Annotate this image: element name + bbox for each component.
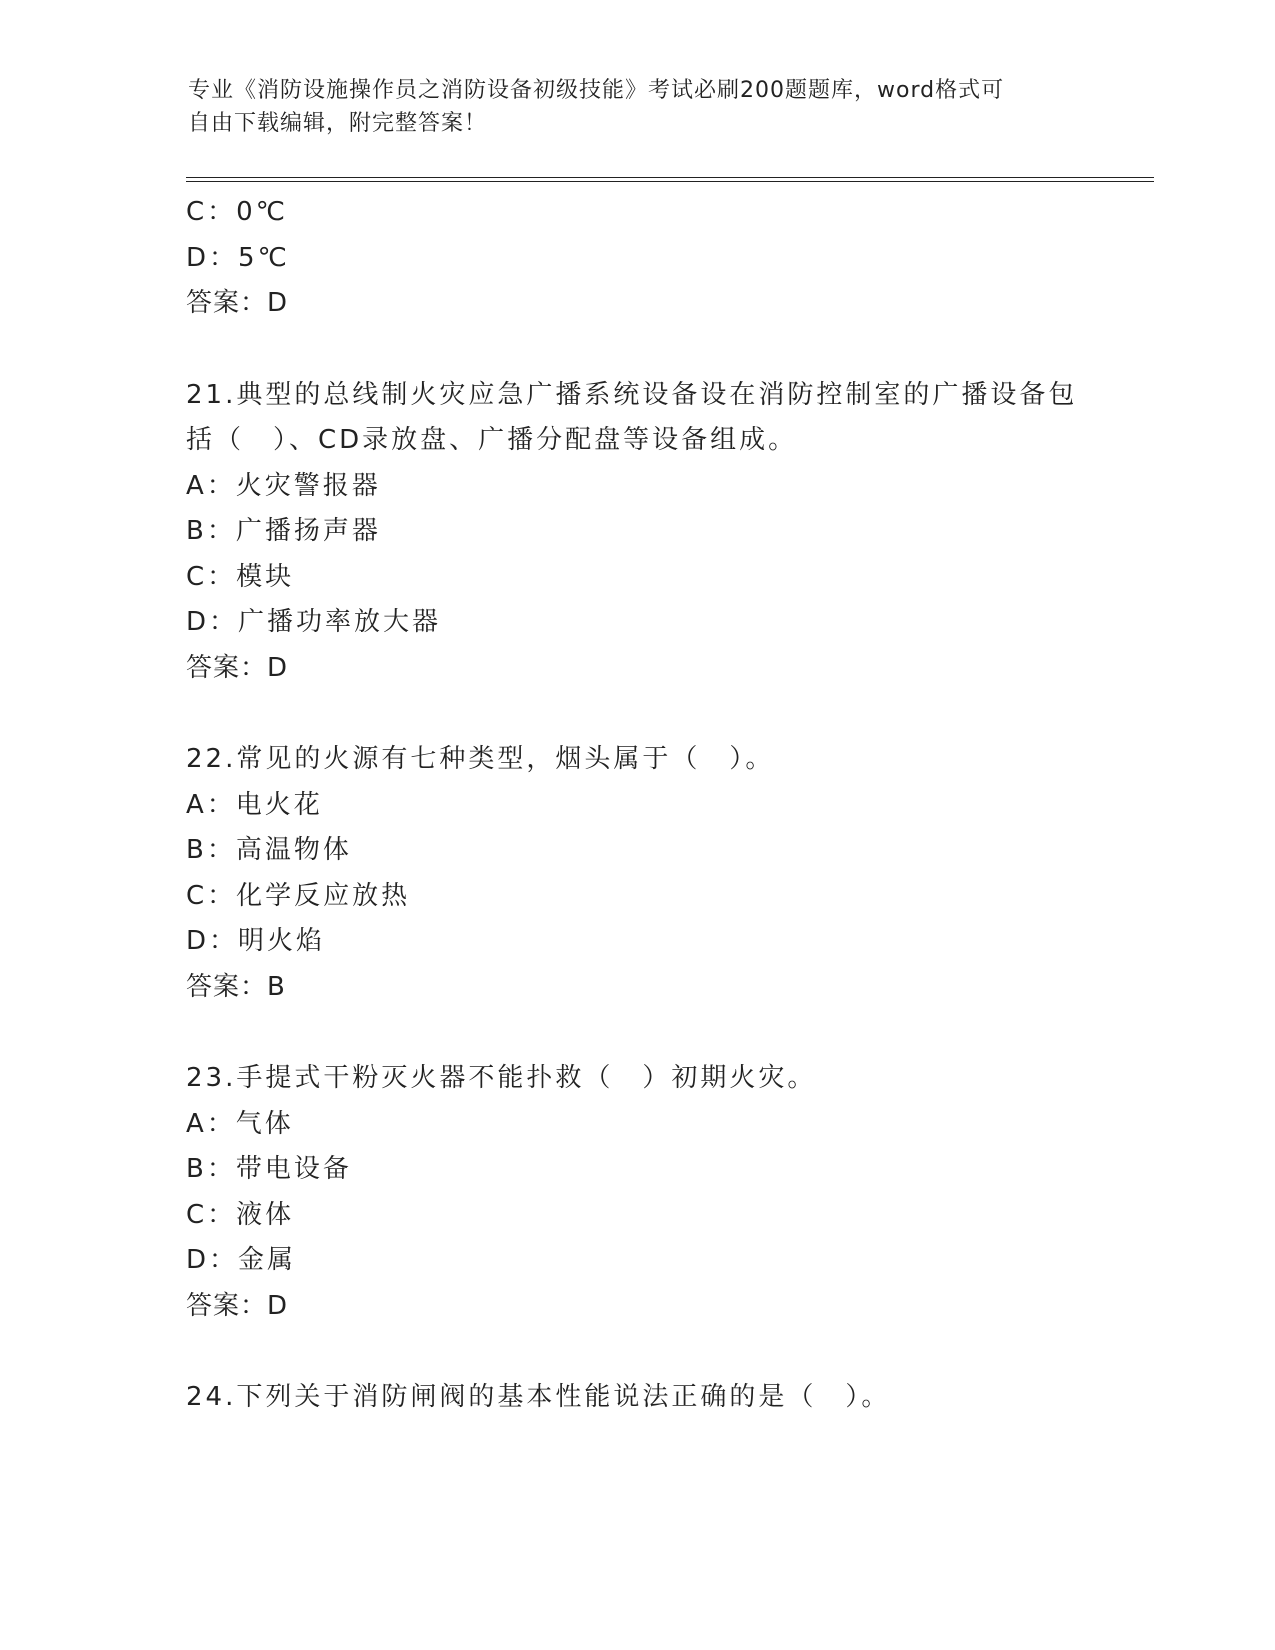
question-stem: 24.下列关于消防闸阀的基本性能说法正确的是（ ）。 — [186, 1382, 891, 1412]
header-line-1: 专业《消防设施操作员之消防设备初级技能》考试必刷200题题库，word格式可 — [188, 78, 1005, 103]
option-b: B：带电设备 — [186, 1154, 352, 1184]
answer: 答案：D — [186, 652, 289, 683]
question-stem: 23.手提式干粉灭火器不能扑救（ ）初期火灾。 — [186, 1063, 817, 1093]
question-list — [186, 190, 1086, 1421]
option-d: D：明火焰 — [186, 926, 326, 956]
answer: 答案：D — [186, 1290, 289, 1321]
option-b: B：广播扬声器 — [186, 516, 381, 546]
question-stem-continued: 括（ ）、CD录放盘、广播分配盘等设备组成。 — [186, 425, 798, 455]
header-divider-top — [186, 177, 1154, 178]
option-c: C：化学反应放热 — [186, 880, 411, 911]
option-d: D：广播功率放大器 — [186, 607, 442, 637]
option-b: B：高温物体 — [186, 835, 352, 865]
question-22 — [186, 737, 1086, 1010]
document-header — [188, 74, 1068, 140]
question-21 — [186, 373, 1086, 692]
answer: 答案：B — [186, 971, 286, 1002]
continued-question — [186, 190, 1086, 327]
header-divider-bottom — [186, 181, 1154, 182]
option-c: C：0℃ — [186, 197, 288, 227]
answer: 答案：D — [186, 288, 289, 318]
option-a: A：气体 — [186, 1108, 294, 1139]
option-d: D：金属 — [186, 1245, 297, 1275]
question-stem: 21.典型的总线制火灾应急广播系统设备设在消防控制室的广播设备包 — [186, 379, 1078, 410]
question-24 — [186, 1375, 1086, 1421]
question-stem: 22.常见的火源有七种类型，烟头属于（ ）。 — [186, 744, 775, 774]
question-23 — [186, 1056, 1086, 1329]
option-c: C：液体 — [186, 1199, 295, 1230]
option-a: A：火灾警报器 — [186, 470, 381, 501]
option-d: D：5℃ — [186, 242, 290, 273]
header-line-2: 自由下载编辑，附完整答案！ — [188, 111, 488, 136]
option-a: A：电火花 — [186, 789, 323, 820]
option-c: C：模块 — [186, 561, 295, 592]
